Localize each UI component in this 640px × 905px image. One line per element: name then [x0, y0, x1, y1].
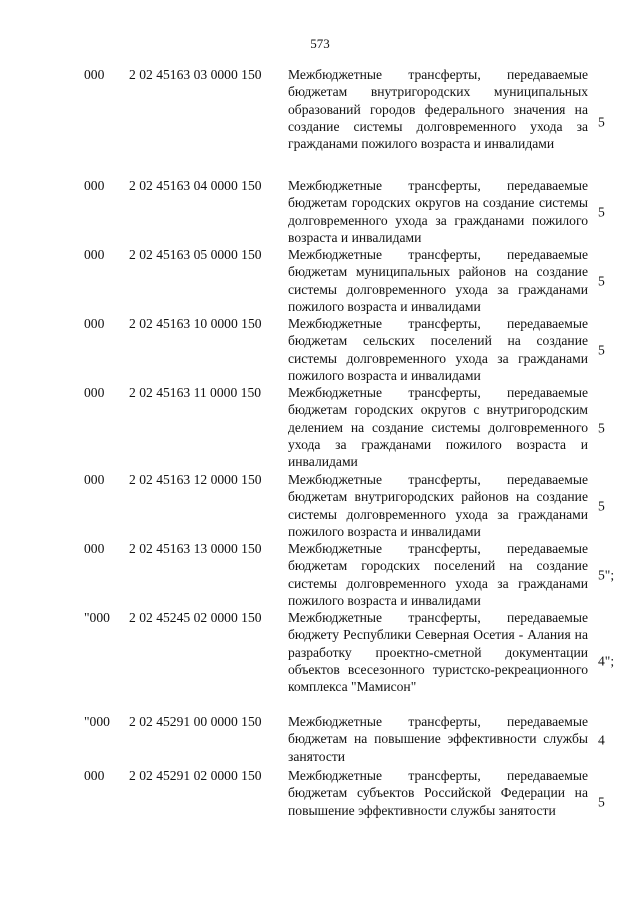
classification-code: 2 02 45163 05 0000 150 [129, 247, 262, 262]
table-row [0, 767, 640, 837]
classification-code: 2 02 45163 13 0000 150 [129, 541, 262, 556]
table-row [0, 609, 640, 713]
row-description: Межбюджетные трансферты, передаваемые бюджетам городских округов с внутригородским делением на создание системы долговременного ухода за гражданами пожилого возраста и инвалидами [288, 385, 588, 470]
admin-code: 000 [84, 247, 105, 262]
row-value: 4"; [598, 653, 615, 669]
table-row [0, 246, 640, 315]
table-row [0, 315, 640, 384]
row-value: 5 [598, 272, 605, 288]
classification-code: 2 02 45291 02 0000 150 [129, 768, 262, 783]
row-value: 5 [598, 341, 605, 357]
admin-code: 000 [84, 768, 105, 783]
admin-code: 000 [84, 67, 105, 82]
row-description: Межбюджетные трансферты, передаваемые бюджетам городских округов на создание системы долговременного ухода за гражданами пожилого возраста и инвалидами [288, 178, 588, 245]
classification-table [0, 66, 640, 837]
classification-code: 2 02 45245 02 0000 150 [129, 610, 262, 625]
row-value: 4 [598, 732, 605, 748]
table-row [0, 471, 640, 540]
row-description: Межбюджетные трансферты, передаваемые бюджету Республики Северная Осетия - Алания на разработку проектно-сметной документации объектов всесезонного туристско-рекреационного комплекса "Мамисон" [288, 610, 588, 695]
table-row [0, 66, 640, 177]
page-number: 573 [310, 36, 330, 51]
row-value: 5 [598, 497, 605, 513]
row-description: Межбюджетные трансферты, передаваемые бюджетам на повышение эффективности службы занятости [288, 714, 588, 764]
classification-code: 2 02 45163 04 0000 150 [129, 178, 262, 193]
classification-code: 2 02 45163 11 0000 150 [129, 385, 262, 400]
row-value: 5 [598, 113, 605, 129]
classification-code: 2 02 45163 12 0000 150 [129, 472, 262, 487]
admin-code: 000 [84, 178, 105, 193]
row-description: Межбюджетные трансферты, передаваемые бюджетам внутригородских районов на создание системы долговременного ухода за гражданами пожилого возраста и инвалидами [288, 472, 588, 539]
admin-code: 000 [84, 541, 105, 556]
row-value: 5 [598, 203, 605, 219]
row-description: Межбюджетные трансферты, передаваемые бюджетам муниципальных районов на создание системы долговременного ухода за гражданами пожилого возраста и инвалидами [288, 247, 588, 314]
row-value: 5"; [598, 566, 615, 582]
classification-code: 2 02 45291 00 0000 150 [129, 714, 262, 729]
table-row [0, 540, 640, 609]
row-description: Межбюджетные трансферты, передаваемые бюджетам внутригородских муниципальных образований городов федерального значения на создание системы долговременного ухода за гражданами пожилого возраста и инвалидами [288, 67, 588, 152]
table-row [0, 177, 640, 246]
row-value: 5 [598, 419, 605, 435]
row-description: Межбюджетные трансферты, передаваемые бюджетам городских поселений на создание системы долговременного ухода за гражданами пожилого возраста и инвалидами [288, 541, 588, 608]
admin-code: "000 [84, 610, 110, 625]
classification-code: 2 02 45163 10 0000 150 [129, 316, 262, 331]
admin-code: 000 [84, 472, 105, 487]
table-row [0, 384, 640, 471]
table-row [0, 713, 640, 767]
row-description: Межбюджетные трансферты, передаваемые бюджетам сельских поселений на создание системы долговременного ухода за гражданами пожилого возраста и инвалидами [288, 316, 588, 383]
row-value: 5 [598, 794, 605, 810]
row-description: Межбюджетные трансферты, передаваемые бюджетам субъектов Российской Федерации на повышение эффективности службы занятости [288, 768, 588, 818]
classification-code: 2 02 45163 03 0000 150 [129, 67, 262, 82]
admin-code: 000 [84, 385, 105, 400]
admin-code: 000 [84, 316, 105, 331]
admin-code: "000 [84, 714, 110, 729]
